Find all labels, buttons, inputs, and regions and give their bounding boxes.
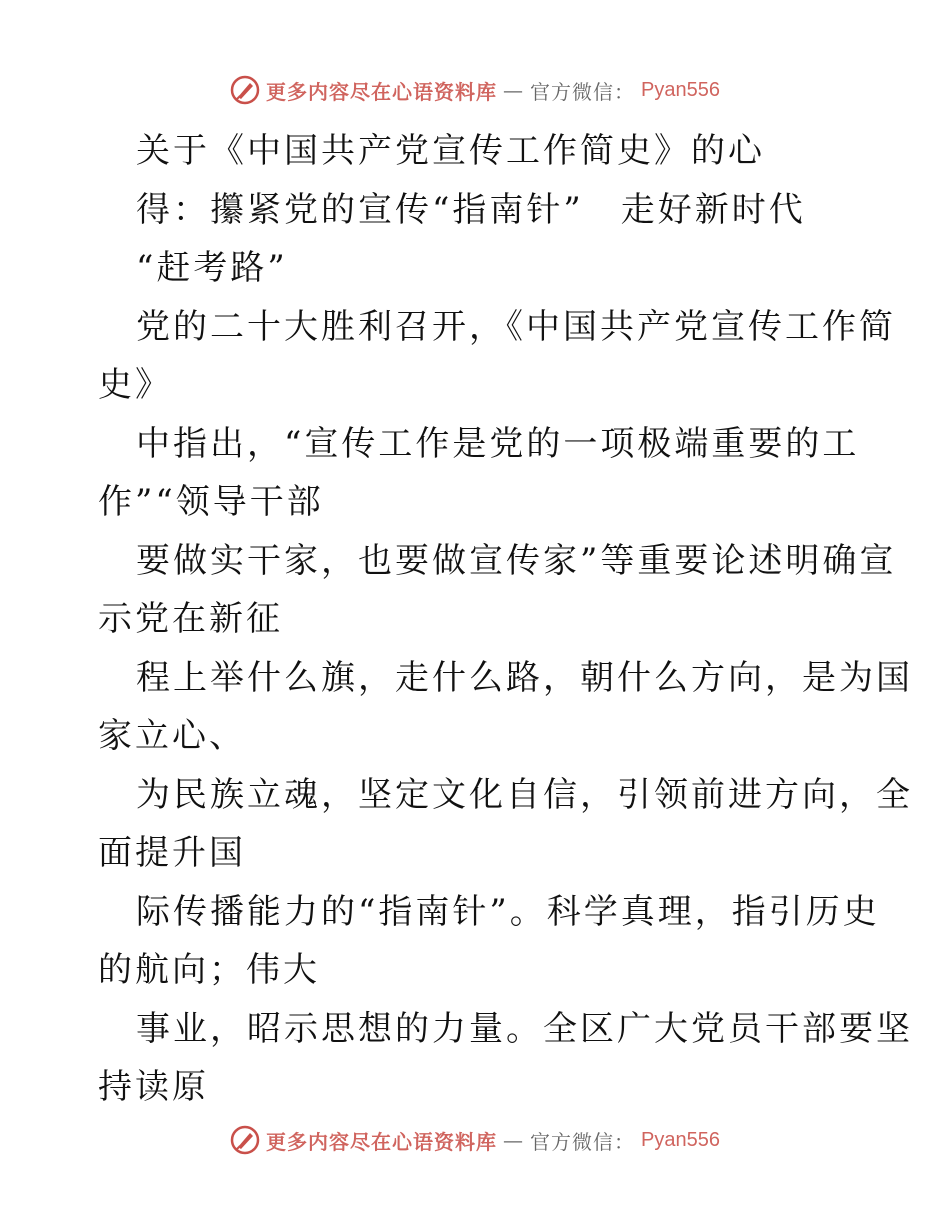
banner-brand-text: 更多内容尽在心语资料库 — [266, 79, 498, 104]
banner-contact-label: 官方微信： — [530, 79, 636, 104]
text-line: 要做实干家，也要做宣传家”等重要论述明确宣 — [136, 540, 897, 581]
text-line: 得：攥紧党的宣传“指南针” 走好新时代 — [136, 189, 806, 230]
footer-contact-label: 官方微信： — [530, 1129, 636, 1154]
text-line: 作”“领导干部 — [98, 482, 324, 522]
footer-contact-id: Pyan556 — [641, 1128, 720, 1151]
text-line: 党的二十大胜利召开，《中国共产党宣传工作简 — [136, 306, 896, 347]
header-banner — [0, 70, 950, 110]
text-line: 为民族立魂，坚定文化自信，引领前进方向，全 — [136, 774, 913, 815]
text-line: 的航向；伟大 — [98, 950, 320, 990]
banner-separator: — — [503, 78, 525, 102]
footer-separator: — — [503, 1128, 525, 1152]
red-feather-pen-logo-icon — [230, 1125, 260, 1155]
banner-contact-id: Pyan556 — [641, 78, 720, 101]
footer-brand-text: 更多内容尽在心语资料库 — [266, 1129, 498, 1154]
text-line: 家立心、 — [98, 716, 246, 756]
text-line: 际传播能力的“指南针”。科学真理，指引历史 — [136, 891, 880, 932]
text-line: 持读原 — [98, 1067, 209, 1107]
text-line: 面提升国 — [98, 833, 246, 873]
footer-banner — [0, 1120, 950, 1160]
text-line: 中指出，“宣传工作是党的一项极端重要的工 — [136, 423, 860, 464]
red-feather-pen-logo-icon — [230, 75, 260, 105]
text-line: 示党在新征 — [98, 599, 283, 639]
document-body — [98, 122, 913, 1117]
text-line: 史》 — [98, 365, 172, 405]
text-line: “赶考路” — [136, 248, 288, 288]
text-line: 关于《中国共产党宣传工作简史》的心 — [136, 131, 765, 171]
text-line: 事业，昭示思想的力量。全区广大党员干部要坚 — [136, 1008, 913, 1049]
text-line: 程上举什么旗，走什么路，朝什么方向，是为国 — [136, 657, 913, 698]
